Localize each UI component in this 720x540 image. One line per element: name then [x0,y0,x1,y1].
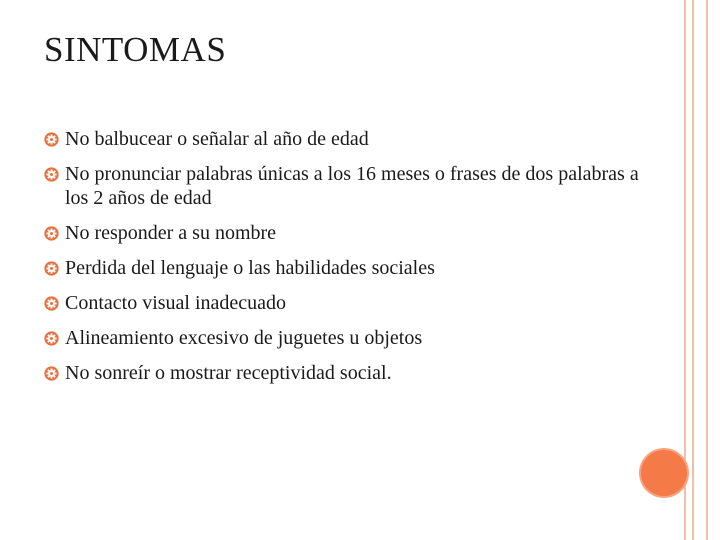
list-item-text: Contacto visual inadecuado [65,291,287,314]
gear-icon [44,132,59,147]
list-item [44,128,644,152]
gear-icon [44,366,59,381]
list-item-text: No responder a su nombre [65,221,277,244]
gear-icon [44,331,59,346]
decorative-rail-line [706,0,708,540]
list-item-text: No pronunciar palabras únicas a los 16 meses o frases de dos palabras a los 2 años de edad [65,163,639,209]
slide-title: SINTOMAS [44,30,227,69]
decorative-circle [641,450,687,496]
symptom-list [44,128,644,397]
list-item-text: Perdida del lenguaje o las habilidades sociales [65,256,435,279]
list-item-text: No balbucear o señalar al año de edad [65,128,369,150]
gear-icon [44,226,59,241]
gear-icon [44,261,59,276]
list-item-text: No sonreír o mostrar receptividad social. [65,361,392,384]
decorative-rail-line [692,0,694,540]
list-item [44,327,644,351]
decorative-rail-line [684,0,686,540]
gear-icon [44,167,59,182]
list-item [44,292,644,316]
list-item [44,222,644,246]
list-item [44,362,644,386]
list-item [44,163,644,210]
list-item-text: Alineamiento excesivo de juguetes u objetos [65,326,423,349]
gear-icon [44,296,59,311]
list-item [44,257,644,281]
